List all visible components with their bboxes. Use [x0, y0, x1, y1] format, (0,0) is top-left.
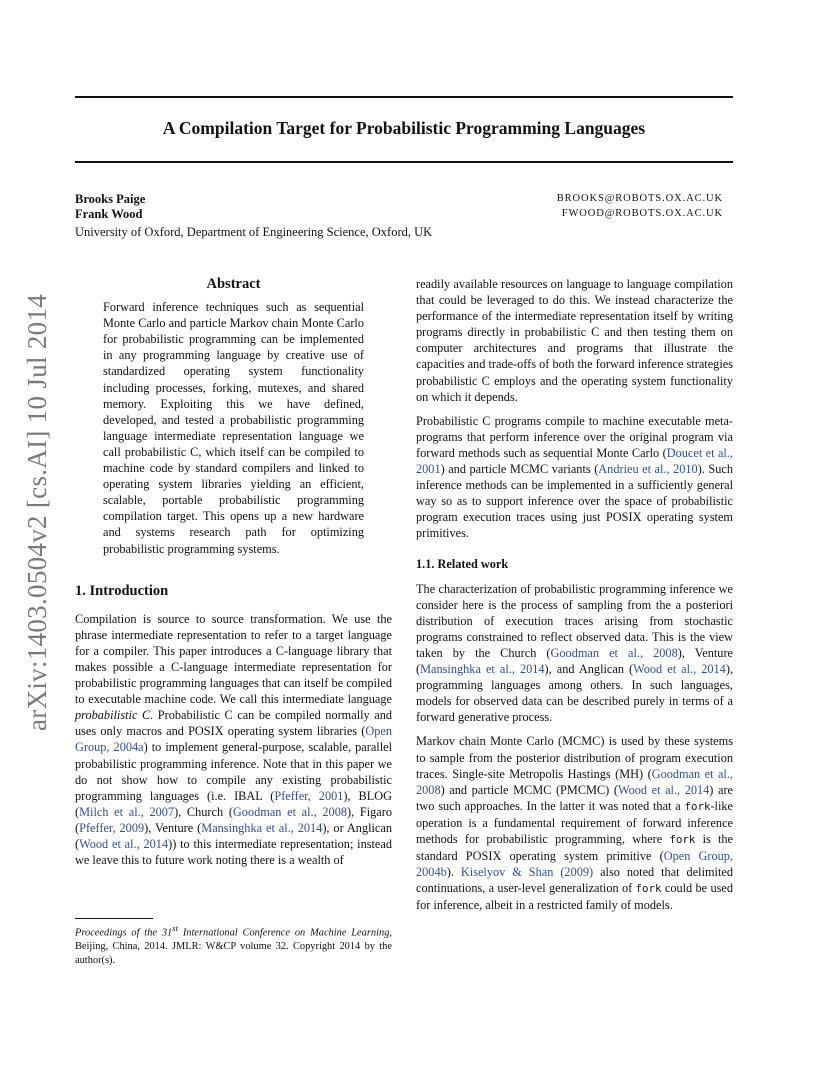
affiliation: University of Oxford, Department of Engineering Science, Oxford, UK [75, 225, 433, 239]
citation-link[interactable]: Wood et al., 2014 [617, 782, 710, 797]
left-column [75, 276, 392, 876]
citation-link[interactable]: Mansinghka et al., 2014 [201, 820, 323, 835]
citation-link[interactable]: Pfeffer, 2009 [79, 820, 145, 835]
author-row [75, 192, 723, 208]
section-heading: 1. Introduction [75, 582, 169, 599]
citation-link[interactable]: Kiselyov & Shan (2009) [460, 865, 594, 880]
author-row [75, 207, 723, 223]
citation-link[interactable]: Goodman et al., 2008 [232, 804, 347, 819]
citation-link[interactable]: Goodman et al., 2008 [550, 645, 678, 660]
body-paragraph: The characterization of probabilistic programming inference we consider here is the process of sampling from the a posteriori distribution of execution traces arising from stochastic programs constrained to reflect observed data. This is the view taken by the Church (Goodman et al., 2008), Venture (Mansinghka et al., 2014), and Anglican (Wood et al., 2014), programming languages among others. In such languages, models for observed data can be described purely in terms of a forward generative process. [416, 581, 734, 725]
intro-paragraph: Compilation is source to source transformation. We use the phrase intermediate representation to refer to a target language for a compiler. This paper introduces a C-language library that makes possible a C-language intermediate representation for probabilistic programming languages that can itself be compiled to executable machine code. We call this intermediate language probabilistic C. Probabilistic C can be compiled normally and uses only macros and POSIX operating system libraries (Open Group, 2004a) to implement general-purpose, scalable, parallel probabilistic programming inference. Note that in this paper we do not show how to compile any existing probabilistic programming languages (i.e. IBAL (Pfeffer, 2001), BLOG (Milch et al., 2007), Church (Goodman et al., 2008), Figaro (Pfeffer, 2009), Venture (Mansinghka et al., 2014), or Anglican (Wood et al., 2014)) to this intermediate representation; instead we leave this to future work noting there is a wealth of [75, 611, 393, 868]
citation-link[interactable]: Open Group, 2004b [416, 849, 733, 880]
abstract-heading: Abstract [206, 276, 261, 292]
citation-link[interactable]: Open Group, 2004a [75, 724, 392, 755]
citation-link[interactable]: Milch et al., 2007 [79, 804, 175, 819]
citation-link[interactable]: Mansinghka et al., 2014 [420, 662, 545, 677]
title-rule-top [75, 96, 733, 98]
right-column [416, 276, 733, 921]
citation-link[interactable]: Goodman et al., 2008 [416, 766, 733, 797]
footnote: Proceedings of the 31st International Conference on Machine Learning, Beijing, China, 2014. JMLR: W&CP volume 32. Copyright 2014 by the author(s). [75, 923, 392, 966]
author-name: Brooks Paige [75, 192, 146, 206]
inline-code: fork [635, 882, 662, 896]
body-paragraph: Probabilistic C programs compile to machine executable meta-programs that perform inference over the original program via forward methods such as sequential Monte Carlo (Doucet et al., 2001) and particle MCMC variants (Andrieu et al., 2010). Such inference methods can be implemented in a sufficiently general way so as to support inference over the space of probabilistic program execution traces using just POSIX operating system primitives. [416, 413, 734, 541]
citation-link[interactable]: Doucet et al., 2001 [416, 445, 733, 477]
inline-code: fork [669, 833, 696, 846]
citation-link[interactable]: Wood et al., 2014 [79, 837, 169, 851]
title-rule-bottom [75, 161, 733, 163]
author-email: FWOOD@ROBOTS.OX.AC.UK [561, 208, 723, 219]
author-email: BROOKS@ROBOTS.OX.AC.UK [556, 193, 723, 204]
citation-link[interactable]: Andrieu et al., 2010 [598, 462, 698, 477]
arxiv-stamp: arXiv:1403.0504v2 [cs.AI] 10 Jul 2014 [22, 293, 52, 731]
footnote-rule [75, 918, 153, 919]
inline-code: fork [684, 799, 711, 813]
citation-link[interactable]: Wood et al., 2014 [633, 662, 726, 677]
body-paragraph: Markov chain Monte Carlo (MCMC) is used by these systems to sample from the posterior distribution of program execution traces. Single-site Metropolis Hastings (MH) (Goodman et al., 2008) and particle MCMC (PMCMC) (Wood et al., 2014) are two such approaches. In the latter it was noted that a fork-like operation is a fundamental requirement of forward inference methods for probabilistic programming, where fork is the standard POSIX operating system primitive (Open Group, 2004b). Kiselyov & Shan (2009) also noted that delimited continuations, a user-level generalization of fork could be used for inference, albeit in a restricted family of models. [416, 734, 733, 913]
subsection-heading: 1.1. Related work [416, 556, 509, 571]
body-paragraph: readily available resources on language to language compilation that could be leveraged to do this. We instead characterize the performance of the intermediate representation itself by writing programs directly in probabilistic C and then testing them on computer architectures and programs that illustrate the capacities and trade-offs of both the forward inference strategies probabilistic C employs and the operating system functionality on which it depends. [416, 277, 733, 404]
citation-link[interactable]: Pfeffer, 2001 [274, 788, 344, 803]
paper-title: A Compilation Target for Probabilistic Programming Languages [162, 118, 646, 138]
abstract-text: Forward inference techniques such as sequential Monte Carlo and particle Markov chain Monte Carlo for probabilistic programming can be implemented in any programming language by creative use of standardized operating system functionality including processes, forking, mutexes, and shared memory. Exploiting this we have defined, developed, and tested a probabilistic programming language intermediate representation language we call probabilistic C, which itself can be compiled to machine code by standard compilers and linked to operating system libraries yielding an efficient, scalable, portable probabilistic programming compilation target. This opens up a new hardware and systems research path for optimizing probabilistic programming systems. [103, 300, 364, 556]
author-name: Frank Wood [75, 207, 143, 221]
